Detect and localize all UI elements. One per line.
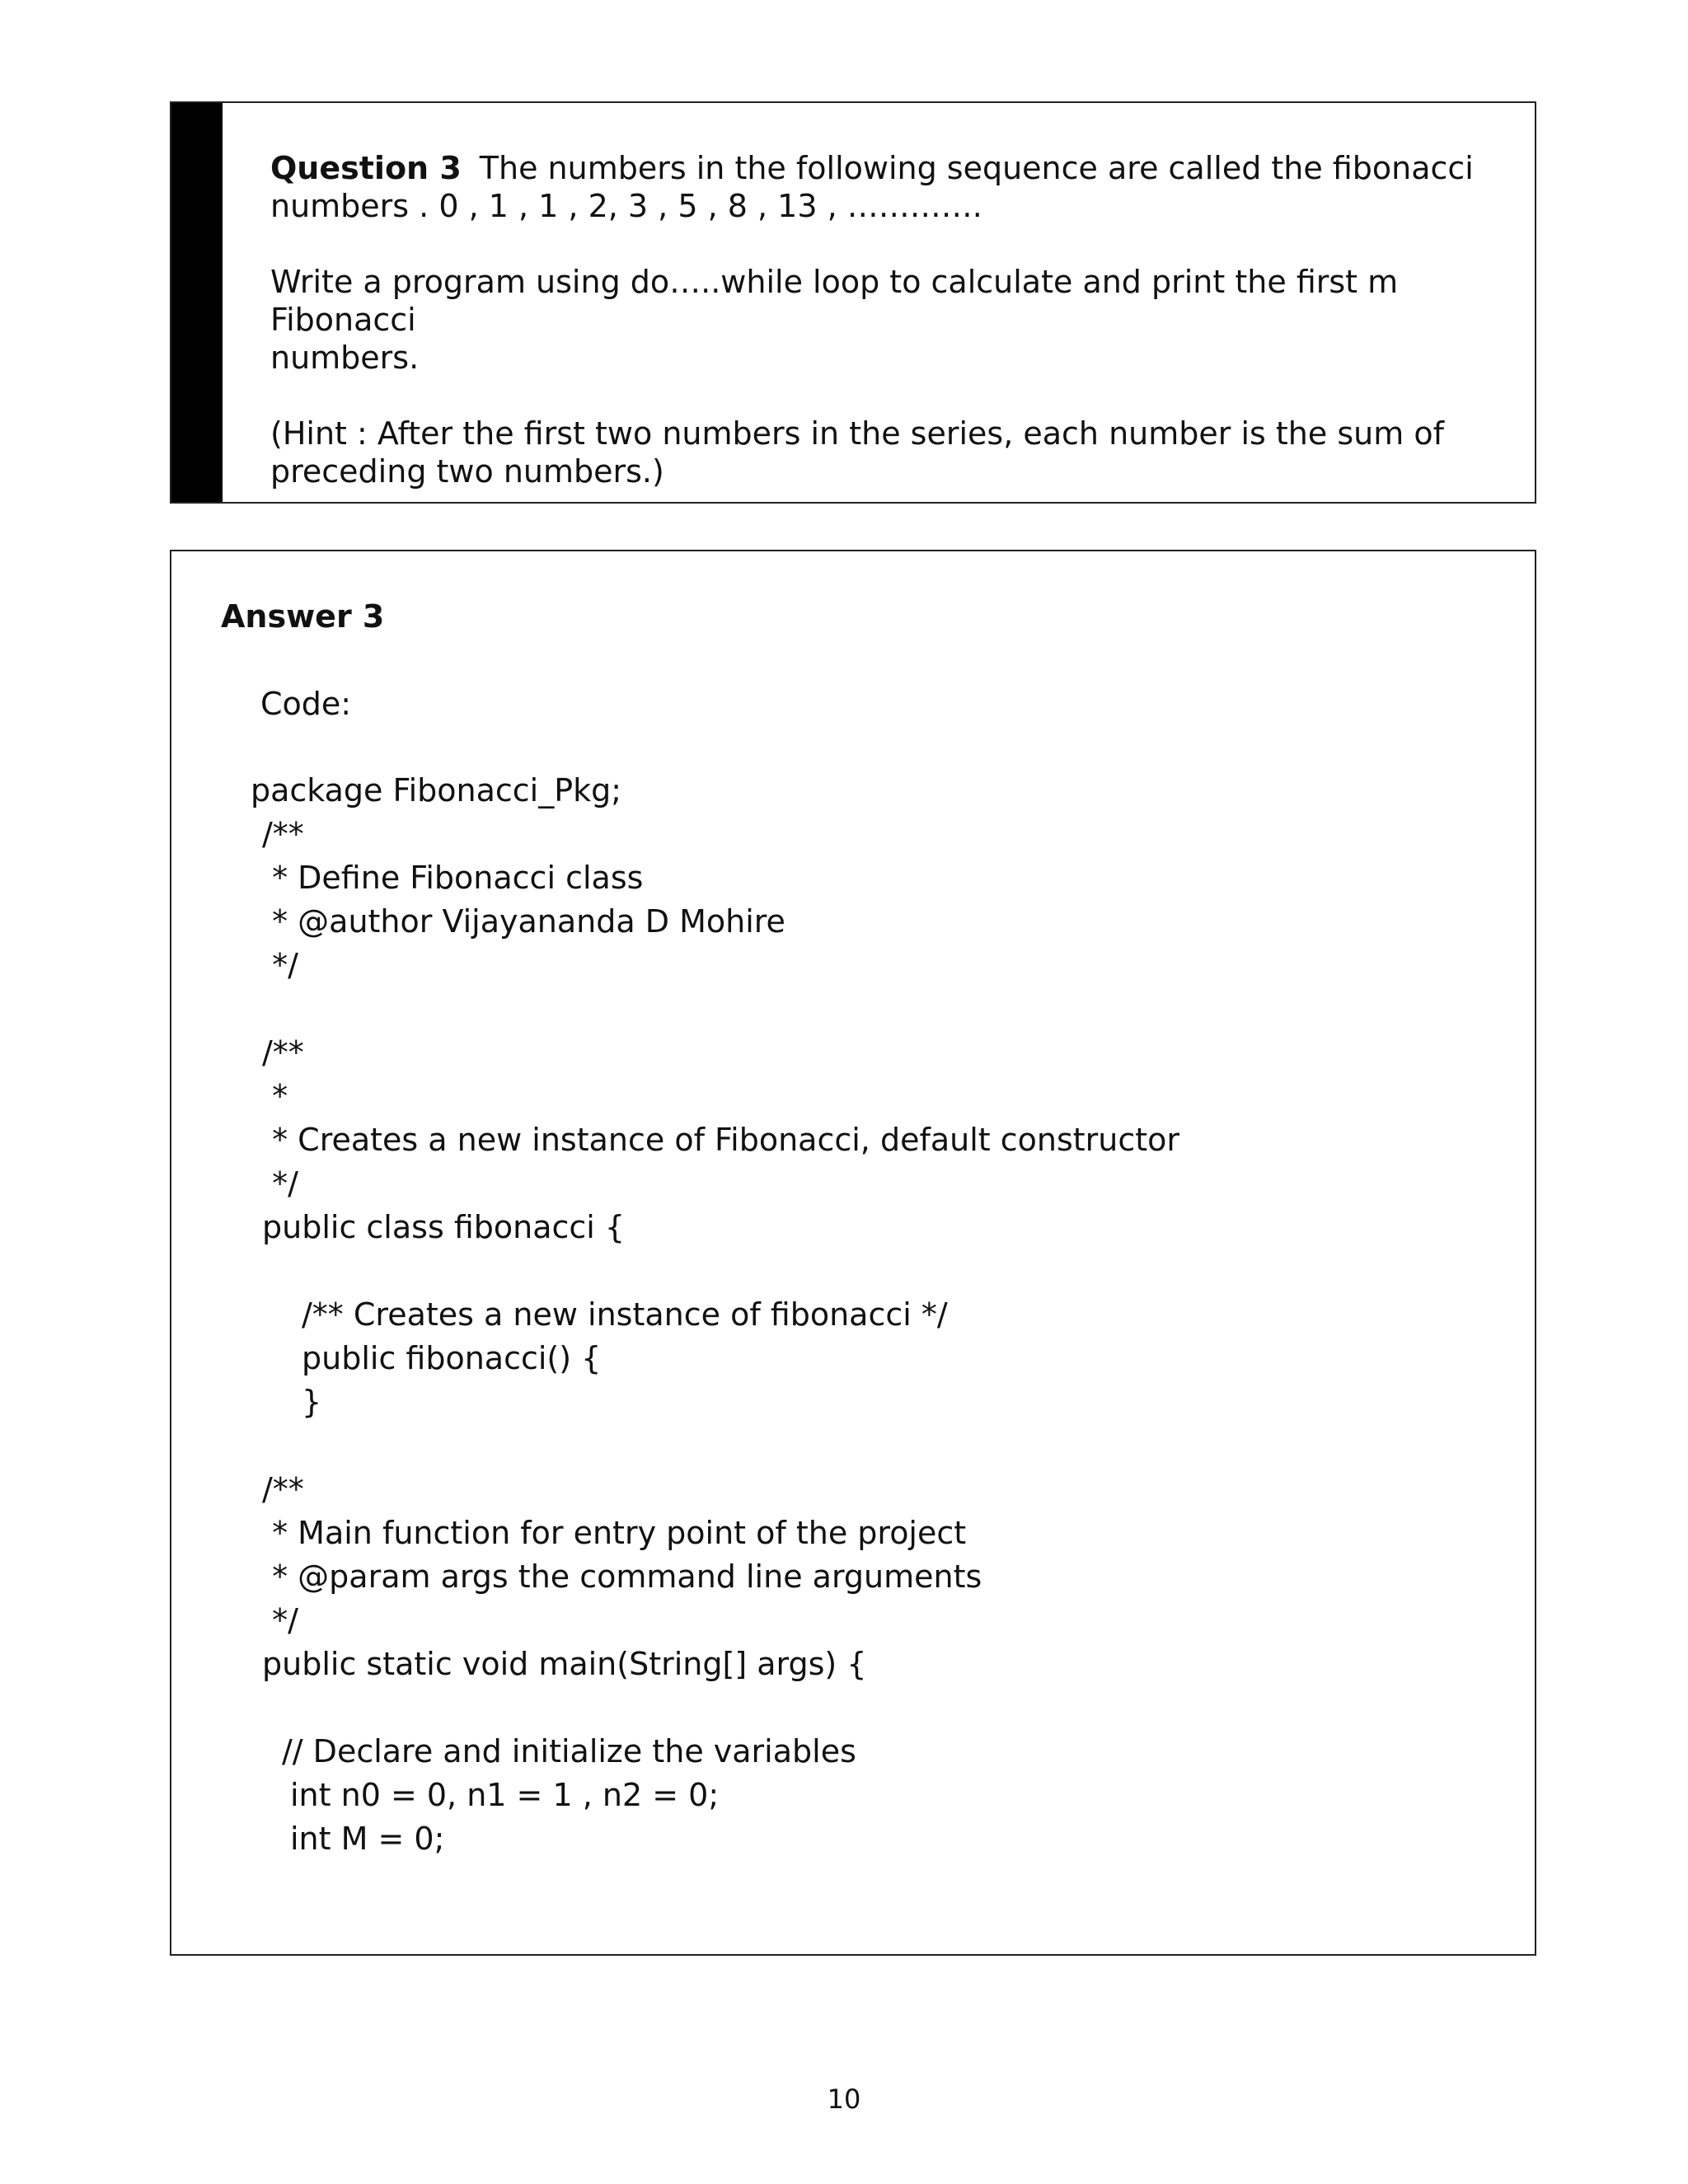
code-line: /** [262,1034,304,1071]
question-task-line2: numbers. [270,340,420,376]
code-line: public static void main(String[] args) { [262,1646,867,1682]
question-intro-line2: numbers . 0 , 1 , 1 , 2, 3 , 5 , 8 , 13 , …………. [270,188,982,224]
code-line: * Define Fibonacci class [262,860,644,896]
code-line: // Declare and initialize the variables [282,1733,856,1769]
code-line: /** [262,816,304,852]
question-hint-line1: (Hint : After the first two numbers in the series, each number is the sum of [270,415,1444,452]
code-line: * @param args the command line arguments [262,1558,982,1595]
code-block [171,551,1535,1954]
code-line: int M = 0; [290,1821,445,1857]
code-line: * Creates a new instance of Fibonacci, default constructor [262,1122,1180,1158]
question-box [170,101,1536,504]
question-accent-bar [171,103,223,502]
code-line: /** [262,1471,304,1507]
code-line: int n0 = 0, n1 = 1 , n2 = 0; [290,1777,720,1813]
code-line: * Main function for entry point of the project [262,1515,967,1551]
question-task-line1: Write a program using do…..while loop to calculate and print the first m Fibonacci [270,264,1399,338]
page-number: 10 [827,2083,861,2115]
question-intro-line1: The numbers in the following sequence are called the fibonacci [479,150,1474,186]
answer-title: Answer 3 [221,598,385,635]
code-line: } [302,1384,322,1420]
code-line: public fibonacci() { [302,1340,602,1376]
code-line: */ [262,1165,298,1202]
code-label: Code: [260,686,352,722]
question-hint-line2: preceding two numbers.) [270,453,664,490]
code-line: * @author Vijayananda D Mohire [262,903,785,940]
code-line: public class fibonacci { [262,1209,626,1245]
code-line: * [262,1078,288,1114]
code-line: */ [262,1602,298,1638]
question-text [270,149,1507,490]
code-line: package Fibonacci_Pkg; [251,772,622,808]
code-line: */ [262,947,298,983]
answer-box [170,550,1536,1956]
code-line: /** Creates a new instance of fibonacci */ [302,1296,948,1333]
question-label: Question 3 [270,150,462,186]
